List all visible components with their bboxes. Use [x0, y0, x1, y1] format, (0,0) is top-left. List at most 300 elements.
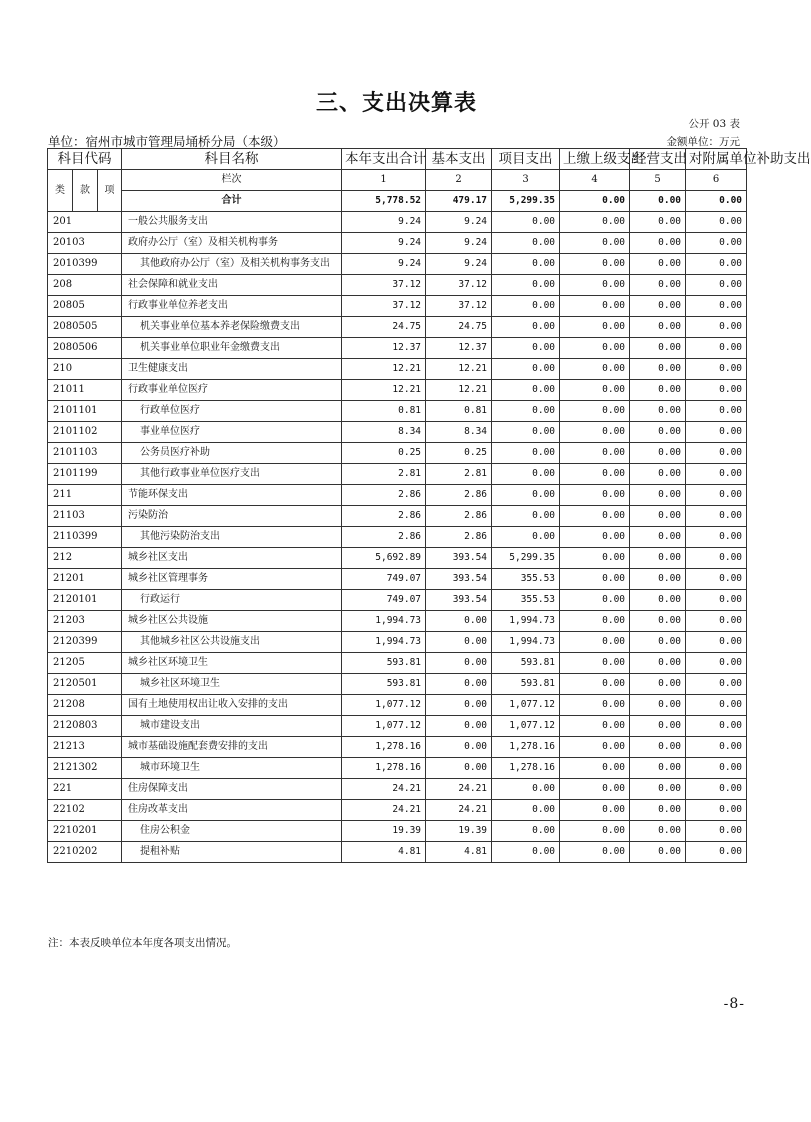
row-value: 0.00 [686, 590, 747, 611]
row-code: 201 [48, 212, 122, 233]
row-value: 0.00 [630, 716, 686, 737]
row-value: 0.00 [630, 758, 686, 779]
row-value: 9.24 [342, 233, 426, 254]
row-value: 0.00 [560, 674, 630, 695]
header-project-expenditure: 项目支出 [492, 149, 560, 170]
row-value: 0.00 [492, 527, 560, 548]
row-name: 节能环保支出 [122, 485, 342, 506]
row-name: 城市建设支出 [122, 716, 342, 737]
row-code: 2120399 [48, 632, 122, 653]
row-value: 0.00 [426, 695, 492, 716]
row-code: 211 [48, 485, 122, 506]
row-value: 0.00 [630, 821, 686, 842]
row-value: 9.24 [342, 254, 426, 275]
row-value: 0.00 [630, 674, 686, 695]
row-value: 0.00 [686, 632, 747, 653]
table-row [48, 590, 747, 611]
row-value: 0.00 [686, 443, 747, 464]
row-value: 0.00 [630, 443, 686, 464]
row-value: 0.00 [686, 380, 747, 401]
row-value: 0.00 [492, 233, 560, 254]
row-value: 749.07 [342, 590, 426, 611]
row-name: 事业单位医疗 [122, 422, 342, 443]
row-value: 8.34 [342, 422, 426, 443]
table-row [48, 422, 747, 443]
row-value: 0.00 [686, 569, 747, 590]
row-name: 机关事业单位基本养老保险缴费支出 [122, 317, 342, 338]
row-value: 0.00 [686, 653, 747, 674]
row-name: 城乡社区公共设施 [122, 611, 342, 632]
table-row [48, 611, 747, 632]
row-value: 0.00 [560, 758, 630, 779]
row-value: 0.00 [686, 506, 747, 527]
row-value: 1,278.16 [492, 758, 560, 779]
row-value: 0.00 [630, 737, 686, 758]
row-value: 0.00 [560, 800, 630, 821]
row-value: 0.00 [560, 506, 630, 527]
row-value: 0.00 [560, 821, 630, 842]
row-value: 2.86 [426, 506, 492, 527]
row-code: 21103 [48, 506, 122, 527]
row-value: 0.00 [492, 443, 560, 464]
row-value: 0.00 [492, 821, 560, 842]
row-name: 行政事业单位养老支出 [122, 296, 342, 317]
row-value: 1,077.12 [492, 716, 560, 737]
row-value: 0.00 [630, 695, 686, 716]
row-value: 4.81 [426, 842, 492, 863]
row-name: 住房公积金 [122, 821, 342, 842]
table-row [48, 485, 747, 506]
row-value: 0.00 [560, 527, 630, 548]
row-value: 0.00 [630, 800, 686, 821]
column-number: 4 [560, 170, 630, 191]
table-row [48, 548, 747, 569]
row-name: 公务员医疗补助 [122, 443, 342, 464]
row-value: 0.00 [492, 401, 560, 422]
row-value: 0.00 [560, 716, 630, 737]
total-label: 合计 [122, 191, 342, 212]
row-value: 1,278.16 [342, 758, 426, 779]
row-value: 0.00 [560, 653, 630, 674]
row-code: 2210201 [48, 821, 122, 842]
table-row [48, 569, 747, 590]
row-name: 国有土地使用权出让收入安排的支出 [122, 695, 342, 716]
row-value: 0.00 [686, 674, 747, 695]
row-value: 0.00 [560, 632, 630, 653]
row-value: 0.00 [492, 317, 560, 338]
row-value: 0.00 [686, 212, 747, 233]
table-row [48, 821, 747, 842]
row-code: 21213 [48, 737, 122, 758]
row-code: 2101199 [48, 464, 122, 485]
row-value: 593.81 [342, 653, 426, 674]
row-name: 其他行政事业单位医疗支出 [122, 464, 342, 485]
row-value: 0.00 [560, 422, 630, 443]
row-value: 393.54 [426, 569, 492, 590]
row-value: 0.00 [560, 275, 630, 296]
row-name: 城乡社区环境卫生 [122, 674, 342, 695]
table-row [48, 737, 747, 758]
row-value: 1,994.73 [342, 632, 426, 653]
row-value: 0.00 [426, 737, 492, 758]
table-row [48, 233, 747, 254]
total-value: 5,299.35 [492, 191, 560, 212]
table-row [48, 338, 747, 359]
total-value: 5,778.52 [342, 191, 426, 212]
row-value: 24.21 [342, 800, 426, 821]
row-value: 0.00 [560, 611, 630, 632]
table-row [48, 506, 747, 527]
page-title: 三、支出决算表 [315, 90, 477, 116]
row-value: 24.21 [426, 779, 492, 800]
total-value: 0.00 [630, 191, 686, 212]
row-value: 1,994.73 [492, 611, 560, 632]
row-value: 9.24 [342, 212, 426, 233]
row-code: 2080505 [48, 317, 122, 338]
row-value: 12.21 [342, 359, 426, 380]
row-value: 19.39 [426, 821, 492, 842]
row-value: 0.00 [630, 317, 686, 338]
header-row [48, 149, 747, 170]
row-value: 24.21 [342, 779, 426, 800]
header-name: 科目名称 [122, 149, 342, 170]
expenditure-table [47, 148, 811, 863]
row-value: 37.12 [426, 296, 492, 317]
row-value: 0.00 [492, 380, 560, 401]
table-row [48, 443, 747, 464]
row-value: 2.86 [426, 485, 492, 506]
row-value: 0.00 [630, 485, 686, 506]
row-name: 其他政府办公厅（室）及相关机构事务支出 [122, 254, 342, 275]
row-name: 污染防治 [122, 506, 342, 527]
form-number: 公开 03 表 [688, 118, 740, 130]
row-value: 0.00 [560, 254, 630, 275]
row-value: 24.75 [426, 317, 492, 338]
row-code: 2210202 [48, 842, 122, 863]
row-value: 0.00 [686, 254, 747, 275]
row-value: 12.37 [342, 338, 426, 359]
row-code: 21205 [48, 653, 122, 674]
row-name: 行政事业单位医疗 [122, 380, 342, 401]
row-code: 21208 [48, 695, 122, 716]
table-row [48, 716, 747, 737]
row-value: 0.00 [686, 842, 747, 863]
row-value: 5,299.35 [492, 548, 560, 569]
header-code: 科目代码 [48, 149, 122, 170]
row-value: 2.86 [342, 485, 426, 506]
row-value: 0.00 [686, 716, 747, 737]
row-value: 37.12 [426, 275, 492, 296]
row-value: 355.53 [492, 569, 560, 590]
row-value: 0.00 [630, 275, 686, 296]
row-value: 5,692.89 [342, 548, 426, 569]
table-row [48, 401, 747, 422]
table-row [48, 464, 747, 485]
row-code: 21011 [48, 380, 122, 401]
row-code: 221 [48, 779, 122, 800]
row-value: 24.75 [342, 317, 426, 338]
row-value: 4.81 [342, 842, 426, 863]
row-value: 0.00 [686, 233, 747, 254]
row-value: 0.00 [630, 212, 686, 233]
row-value: 0.00 [492, 359, 560, 380]
row-value: 0.00 [686, 527, 747, 548]
row-value: 2.81 [342, 464, 426, 485]
total-value: 0.00 [686, 191, 747, 212]
row-name: 城乡社区管理事务 [122, 569, 342, 590]
row-value: 0.81 [342, 401, 426, 422]
row-name: 机关事业单位职业年金缴费支出 [122, 338, 342, 359]
row-value: 749.07 [342, 569, 426, 590]
total-value: 479.17 [426, 191, 492, 212]
row-code: 2080506 [48, 338, 122, 359]
row-value: 0.00 [492, 506, 560, 527]
row-code: 2110399 [48, 527, 122, 548]
row-value: 0.00 [686, 422, 747, 443]
row-code: 212 [48, 548, 122, 569]
row-value: 0.00 [560, 443, 630, 464]
table-row [48, 380, 747, 401]
row-value: 0.00 [630, 464, 686, 485]
row-value: 1,994.73 [342, 611, 426, 632]
row-value: 1,077.12 [342, 716, 426, 737]
subheader-kuan: 款 [73, 170, 98, 212]
row-value: 0.00 [492, 779, 560, 800]
row-name: 城市基础设施配套费安排的支出 [122, 737, 342, 758]
row-value: 12.37 [426, 338, 492, 359]
table-row [48, 695, 747, 716]
row-value: 37.12 [342, 275, 426, 296]
row-value: 0.00 [560, 401, 630, 422]
row-code: 20805 [48, 296, 122, 317]
row-name: 行政运行 [122, 590, 342, 611]
row-value: 0.00 [630, 359, 686, 380]
row-value: 0.00 [686, 317, 747, 338]
header-remit-upper-expenditure: 上缴上级支出 [560, 149, 630, 170]
row-value: 393.54 [426, 590, 492, 611]
row-name: 住房改革支出 [122, 800, 342, 821]
row-value: 0.00 [630, 233, 686, 254]
table-row [48, 800, 747, 821]
row-value: 0.00 [686, 737, 747, 758]
row-code: 210 [48, 359, 122, 380]
row-code: 2120803 [48, 716, 122, 737]
row-value: 0.00 [560, 212, 630, 233]
row-value: 0.00 [426, 716, 492, 737]
row-value: 0.00 [630, 296, 686, 317]
row-value: 0.00 [560, 779, 630, 800]
table-row [48, 653, 747, 674]
row-value: 0.00 [686, 758, 747, 779]
row-value: 0.25 [342, 443, 426, 464]
column-number: 5 [630, 170, 686, 191]
column-number: 3 [492, 170, 560, 191]
row-value: 0.00 [426, 632, 492, 653]
row-value: 0.00 [492, 800, 560, 821]
row-value: 0.00 [560, 380, 630, 401]
row-value: 0.00 [630, 842, 686, 863]
row-value: 0.00 [560, 548, 630, 569]
row-value: 12.21 [426, 380, 492, 401]
row-value: 0.00 [686, 821, 747, 842]
row-value: 0.00 [630, 506, 686, 527]
row-value: 37.12 [342, 296, 426, 317]
column-number: 2 [426, 170, 492, 191]
row-value: 0.81 [426, 401, 492, 422]
row-value: 1,278.16 [492, 737, 560, 758]
row-value: 9.24 [426, 212, 492, 233]
table-row [48, 296, 747, 317]
row-value: 0.00 [630, 590, 686, 611]
row-value: 0.00 [630, 380, 686, 401]
row-value: 0.00 [630, 338, 686, 359]
row-value: 12.21 [426, 359, 492, 380]
row-value: 1,077.12 [342, 695, 426, 716]
table-row [48, 758, 747, 779]
row-name: 提租补贴 [122, 842, 342, 863]
subheader-xiang: 项 [98, 170, 122, 212]
row-value: 24.21 [426, 800, 492, 821]
row-value: 0.00 [686, 359, 747, 380]
row-code: 2010399 [48, 254, 122, 275]
row-value: 2.86 [342, 527, 426, 548]
row-value: 0.00 [686, 464, 747, 485]
row-value: 0.00 [686, 338, 747, 359]
column-number: 6 [686, 170, 747, 191]
table-row [48, 359, 747, 380]
table-row [48, 254, 747, 275]
row-value: 0.00 [686, 401, 747, 422]
row-value: 0.00 [560, 842, 630, 863]
row-value: 0.00 [426, 611, 492, 632]
row-value: 1,077.12 [492, 695, 560, 716]
table-row [48, 212, 747, 233]
row-value: 0.00 [630, 422, 686, 443]
row-value: 593.81 [492, 653, 560, 674]
row-value: 0.00 [492, 275, 560, 296]
row-code: 2101102 [48, 422, 122, 443]
row-value: 0.00 [560, 233, 630, 254]
row-name: 城乡社区环境卫生 [122, 653, 342, 674]
table-row [48, 779, 747, 800]
column-number: 1 [342, 170, 426, 191]
row-value: 0.00 [560, 695, 630, 716]
row-code: 2120101 [48, 590, 122, 611]
row-value: 2.81 [426, 464, 492, 485]
row-value: 0.00 [492, 842, 560, 863]
row-name: 城乡社区支出 [122, 548, 342, 569]
row-value: 355.53 [492, 590, 560, 611]
row-value: 0.00 [426, 653, 492, 674]
row-name: 城市环境卫生 [122, 758, 342, 779]
row-value: 593.81 [492, 674, 560, 695]
footnote: 注：本表反映单位本年度各项支出情况。 [48, 937, 237, 949]
row-value: 0.00 [492, 338, 560, 359]
header-basic-expenditure: 基本支出 [426, 149, 492, 170]
row-code: 2101101 [48, 401, 122, 422]
row-code: 22102 [48, 800, 122, 821]
header-operating-expenditure: 经营支出 [630, 149, 686, 170]
row-value: 0.00 [686, 275, 747, 296]
row-value: 0.00 [686, 548, 747, 569]
total-value: 0.00 [560, 191, 630, 212]
row-value: 0.00 [426, 674, 492, 695]
page-number: -8- [723, 996, 745, 1012]
row-value: 0.00 [492, 422, 560, 443]
header-total-expenditure: 本年支出合计 [342, 149, 426, 170]
row-value: 0.00 [560, 317, 630, 338]
row-code: 2120501 [48, 674, 122, 695]
row-name: 住房保障支出 [122, 779, 342, 800]
column-number-row [48, 170, 747, 191]
row-value: 0.00 [686, 800, 747, 821]
row-value: 0.00 [630, 632, 686, 653]
row-value: 0.00 [560, 569, 630, 590]
table-row [48, 275, 747, 296]
row-value: 0.00 [560, 464, 630, 485]
row-value: 0.00 [630, 611, 686, 632]
row-name: 政府办公厅（室）及相关机构事务 [122, 233, 342, 254]
row-value: 9.24 [426, 233, 492, 254]
row-value: 1,994.73 [492, 632, 560, 653]
row-value: 0.00 [630, 254, 686, 275]
row-value: 0.00 [560, 296, 630, 317]
row-value: 0.00 [686, 611, 747, 632]
row-code: 208 [48, 275, 122, 296]
row-value: 8.34 [426, 422, 492, 443]
row-value: 0.00 [630, 548, 686, 569]
row-value: 0.00 [426, 758, 492, 779]
row-code: 20103 [48, 233, 122, 254]
row-value: 2.86 [342, 506, 426, 527]
row-value: 0.00 [560, 485, 630, 506]
row-value: 12.21 [342, 380, 426, 401]
row-name: 其他城乡社区公共设施支出 [122, 632, 342, 653]
amount-unit: 金额单位：万元 [666, 136, 740, 148]
row-value: 0.00 [686, 485, 747, 506]
row-value: 0.00 [492, 485, 560, 506]
row-value: 593.81 [342, 674, 426, 695]
row-name: 其他污染防治支出 [122, 527, 342, 548]
row-value: 1,278.16 [342, 737, 426, 758]
row-value: 0.00 [630, 569, 686, 590]
header-subsidy-expenditure: 对附属单位补助支出 [686, 149, 747, 170]
table-row [48, 674, 747, 695]
row-code: 21201 [48, 569, 122, 590]
row-value: 0.00 [492, 212, 560, 233]
row-code: 2121302 [48, 758, 122, 779]
row-value: 0.25 [426, 443, 492, 464]
row-value: 0.00 [560, 737, 630, 758]
row-value: 19.39 [342, 821, 426, 842]
row-value: 0.00 [686, 779, 747, 800]
row-value: 393.54 [426, 548, 492, 569]
row-value: 9.24 [426, 254, 492, 275]
row-value: 0.00 [630, 779, 686, 800]
row-value: 0.00 [630, 401, 686, 422]
row-value: 0.00 [492, 296, 560, 317]
total-row [48, 191, 747, 212]
row-name: 一般公共服务支出 [122, 212, 342, 233]
row-value: 0.00 [492, 254, 560, 275]
table-row [48, 317, 747, 338]
row-value: 0.00 [560, 590, 630, 611]
subheader-lanci: 栏次 [122, 170, 342, 191]
row-value: 0.00 [560, 338, 630, 359]
row-name: 行政单位医疗 [122, 401, 342, 422]
row-value: 0.00 [686, 695, 747, 716]
row-value: 0.00 [560, 359, 630, 380]
